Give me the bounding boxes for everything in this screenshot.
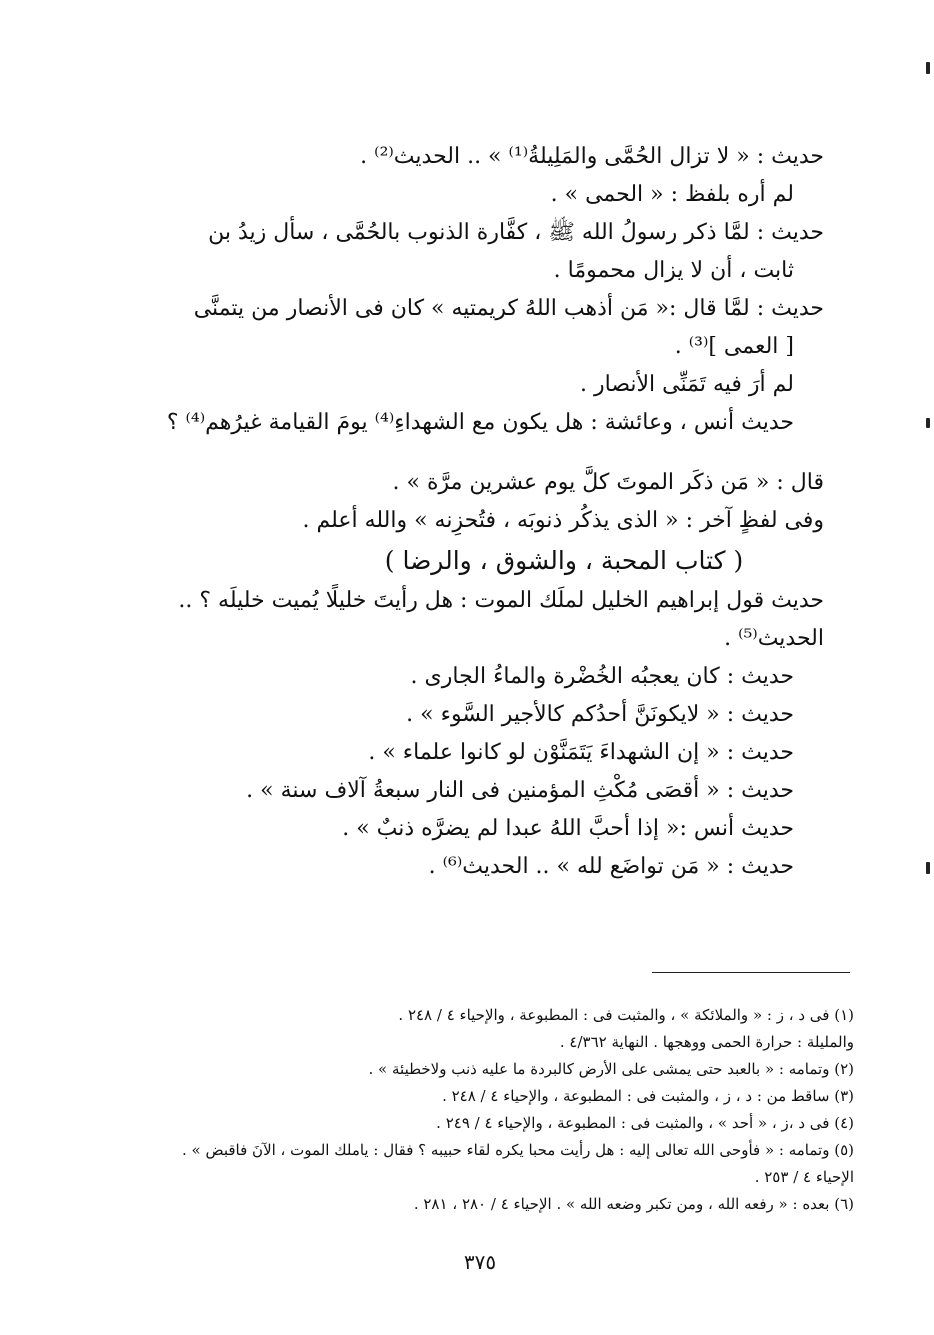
text-line: حديث : « مَن تواضَع لله » .. الحديث⁽⁶⁾ . xyxy=(428,854,794,879)
text-line: لم أرَ فيه تَمَنِّى الأنصار . xyxy=(580,372,794,397)
text-line: حديث : « لا تزال الحُمَّى والمَلِيلةُ⁽¹⁾ » .. الحديث⁽²⁾ . xyxy=(360,144,824,169)
text-line: حديث : كان يعجبُه الخُضْرة والماءُ الجارى . xyxy=(410,664,794,689)
footnote-divider xyxy=(652,972,850,973)
text-line: الحديث⁽⁵⁾ . xyxy=(724,626,824,651)
text-line: حديث : « لايكونَنَّ أحدُكم كالأجير السَّوء » . xyxy=(406,702,794,727)
footnotes xyxy=(94,1002,854,1218)
text-line: حديث : « إن الشهداءَ يَتَمَنَّوْن لو كانوا علماء » . xyxy=(368,740,794,765)
footnote: (٥) وتمامه : « فأوحى الله تعالى إليه : هل رأيت محبا يكره لقاء حبيبه ؟ فقال : ياملك الموت ، الآنَ فاقبض » . xyxy=(181,1141,854,1159)
text-line: حديث : لمَّا قال :« مَن أذهب اللهُ كريمتيه » كان فى الأنصار من يتمنَّى xyxy=(193,296,824,321)
footnote: والمليلة : حرارة الحمى ووهجها . النهاية ٤/٣٦٢ . xyxy=(559,1033,854,1051)
footnote: (٦) بعده : « رفعه الله ، ومن تكبر وضعه الله » . الإحياء ٤ / ٢٨٠ ، ٢٨١ . xyxy=(413,1195,854,1213)
section-title: ( كتاب المحبة ، والشوق ، والرضا ) xyxy=(384,546,744,575)
text-line: قال : « مَن ذكَر الموتَ كلَّ يوم عشرين مرَّة » . xyxy=(392,470,824,495)
scan-edge-mark xyxy=(926,418,930,428)
footnote: (١) فى د ، ز : « والملائكة » ، والمثبت فى : المطبوعة ، والإحياء ٤ / ٢٤٨ . xyxy=(398,1006,854,1024)
footnote: الإحياء ٤ / ٢٥٣ . xyxy=(754,1168,854,1186)
text-line: حديث : « أقصَى مُكْثِ المؤمنين فى النار سبعةُ آلاف سنة » . xyxy=(246,778,794,803)
scan-edge-mark xyxy=(926,862,930,874)
scan-edge-mark xyxy=(926,62,930,74)
text-line: حديث أنس :« إذا أحبَّ اللهُ عبدا لم يضرَّه ذنبٌ » . xyxy=(342,816,794,841)
text-line: لم أره بلفظ : « الحمى » . xyxy=(550,182,794,207)
footnote: (٣) ساقط من : د ، ز ، والمثبت فى : المطبوعة ، والإحياء ٤ / ٢٤٨ . xyxy=(442,1087,854,1105)
text-line: ثابت ، أن لا يزال محمومًا . xyxy=(553,258,794,283)
spacer xyxy=(134,442,824,464)
text-line: [ العمى ]⁽³⁾ . xyxy=(674,334,794,359)
footnote: (٢) وتمامه : « بالعبد حتى يمشى على الأرض كالبردة ما عليه ذنب ولاخطيئة » . xyxy=(368,1060,854,1078)
text-line: حديث : لمَّا ذكر رسولُ الله ﷺ ، كفَّارة الذنوب بالحُمَّى ، سأل زيدُ بن xyxy=(208,220,824,245)
text-line: حديث قول إبراهيم الخليل لملَك الموت : هل رأيتَ خليلًا يُميت خليلَه ؟ .. xyxy=(178,588,824,613)
main-text xyxy=(134,138,824,886)
text-line: وفى لفظٍ آخر : « الذى يذكُر ذنوبَه ، فتُحزِنه » والله أعلم . xyxy=(302,508,824,533)
page-number: ٣٧٥ xyxy=(463,1250,497,1274)
text-line: حديث أنس ، وعائشة : هل يكون مع الشهداءِ⁽⁴⁾ يومَ القيامة غيرُهم⁽⁴⁾ ؟ xyxy=(166,410,794,435)
footnote: (٤) فى د ،ز ، « أحد » ، والمثبت فى : المطبوعة ، والإحياء ٤ / ٢٤٩ . xyxy=(436,1114,854,1132)
